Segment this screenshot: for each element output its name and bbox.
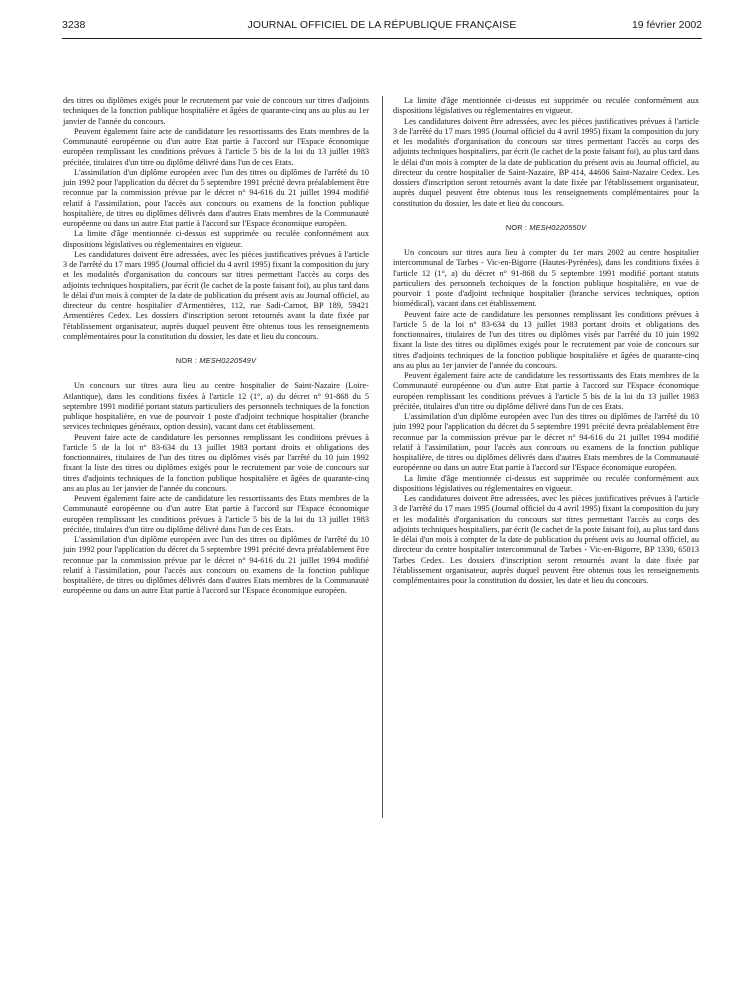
paragraph: Un concours sur titres aura lieu au centre hospitalier de Saint-Nazaire (Loire-Atlantique), dans les conditions fixées à l'article 12 (1°, a) du décret n° 91-868 du 5 septembre 1991 modifié portant statuts particuliers des personnels techniques de la fonction publique hospitalière, en vue de pourvoir 1 poste d'adjoint technique hospitalier (branche services techniques généraux, option dessin), vacant dans cet établissement. — [63, 381, 369, 432]
paragraph: Les candidatures doivent être adressées, avec les pièces justificatives prévues à l'article 3 de l'arrêté du 17 mars 1995 (Journal officiel du 4 avril 1995) fixant la composition du jury et les modalités d'organisation du concours sur titres permettant l'accès au corps des adjoints techniques hospitaliers, par écrit (le cachet de la poste faisant foi), au plus tard dans le délai d'un mois à compter de la date de publication du présent avis au Journal officiel, au directeur du centre hospitalier intercommunal de Tarbes - Vic-en-Bigorre, BP 1330, 65013 Tarbes Cedex. Les dossiers d'inscription seront retournés avant la date fixée par l'établissement organisateur, auprès duquel peuvent être obtenus tous les renseignements complémentaires pour la constitution du dossier, les date et lieu du concours. — [393, 494, 699, 585]
paragraph: Peuvent également faire acte de candidature les ressortissants des Etats membres de la Communauté européenne ou d'un autre Etat partie à l'accord sur l'Espace économique européen remplissant les conditions prévues à l'article 5 bis de la loi du 13 juillet 1983 précitée, titulaires d'un titre ou diplôme délivré dans l'un de ces Etats. — [63, 494, 369, 534]
paragraph: L'assimilation d'un diplôme européen avec l'un des titres ou diplômes de l'arrêté du 10 juin 1992 pour l'application du décret du 5 septembre 1991 précité devra préalablement être reconnue par la commission prévue par le décret n° 94-616 du 21 juillet 1994 modifié relatif à l'assimilation, pour l'accès aux concours ou examens de la fonction publique hospitalière, de titres ou diplômes délivrés dans d'autres Etats membres de la Communauté européenne ou dans un autre Etat partie à l'accord sur l'Espace économique européen. — [63, 167, 369, 228]
nor-code: MESH0220550V — [529, 222, 587, 232]
paragraph: Les candidatures doivent être adressées, avec les pièces justificatives prévues à l'article 3 de l'arrêté du 17 mars 1995 (Journal officiel du 4 avril 1995) fixant la composition du jury et les modalités d'organisation du concours sur titres permettant l'accès au corps des adjoints techniques hospitaliers, par écrit (le cachet de la poste faisant foi), au plus tard dans le délai d'un mois à compter de la date de publication du présent avis au Journal officiel, au directeur du centre hospitalier d'Armentières, 112, rue Sadi-Carnot, BP 189, 59421 Armentières Cedex. Les dossiers d'inscription seront retournés avant la date fixée par l'établissement organisateur, auprès duquel peuvent être obtenus tous les renseignements complémentaires pour la constitution du dossier, les date et lieu du concours. — [63, 249, 369, 341]
nor-label: NOR : — [505, 222, 528, 232]
left-column — [63, 96, 369, 597]
page-header — [62, 19, 702, 35]
paragraph: Peuvent également faire acte de candidature les ressortissants des Etats membres de la Communauté européenne ou d'un autre Etat partie à l'accord sur l'Espace économique européen remplissant les conditions prévues à l'article 5 bis de la loi du 13 juillet 1983 précitée, titulaires d'un titre ou diplôme délivré dans l'un de ces Etats. — [63, 126, 369, 167]
right-column — [393, 96, 699, 586]
issue-date: 19 février 2002 — [631, 19, 702, 31]
paragraph: La limite d'âge mentionnée ci-dessus est supprimée ou reculée conformément aux dispositions législatives ou réglementaires en vigueur. — [63, 229, 369, 249]
paragraph: des titres ou diplômes exigés pour le recrutement par voie de concours sur titres d'adjoints techniques de la fonction publique hospitalière et âgées de quarante-cinq ans au plus au 1er janvier de l'année du concours. — [63, 96, 369, 126]
paragraph: Peuvent également faire acte de candidature les ressortissants des Etats membres de la Communauté européenne ou d'un autre Etat partie à l'accord sur l'Espace économique européen remplissant les conditions prévues à l'article 5 bis de la loi du 13 juillet 1983 précitée, titulaires d'un titre ou diplôme délivré dans l'un de ces Etats. — [393, 371, 699, 411]
journal-title: JOURNAL OFFICIEL DE LA RÉPUBLIQUE FRANÇAISE — [247, 19, 517, 31]
paragraph: L'assimilation d'un diplôme européen avec l'un des titres ou diplômes de l'arrêté du 10 juin 1992 pour l'application du décret du 5 septembre 1991 précité devra préalablement être reconnue par la commission prévue par le décret n° 94-616 du 21 juillet 1994 modifié relatif à l'assimilation, pour l'accès aux concours ou examens de la fonction publique hospitalière, de titres ou diplômes délivrés dans d'autres Etats membres de la Communauté européenne ou dans un autre Etat partie à l'accord sur l'Espace économique européen. — [63, 535, 369, 596]
column-divider — [382, 96, 383, 818]
paragraph: Un concours sur titres aura lieu à compter du 1er mars 2002 au centre hospitalier intercommunal de Tarbes - Vic-en-Bigorre (Hautes-Pyrénées), dans les conditions fixées à l'article 12 (1°, a) du décret n° 91-868 du 5 septembre 1991 modifié portant statuts particuliers des personnels techniques de la fonction publique hospitalière, en vue de pourvoir 1 poste d'adjoint technique hospitalier (branche services techniques, option biomédical), vacant dans cet établissement. — [393, 248, 699, 309]
page-number: 3238 — [62, 19, 86, 31]
paragraph: Les candidatures doivent être adressées, avec les pièces justificatives prévues à l'article 3 de l'arrêté du 17 mars 1995 (Journal officiel du 4 avril 1995) fixant la composition du jury et les modalités d'organisation du concours sur titres permettant l'accès au corps des adjoints techniques hospitaliers, par écrit (le cachet de la poste faisant foi), au plus tard dans le délai d'un mois à compter de la date de publication du présent avis au Journal officiel, au directeur du centre hospitalier de Saint-Nazaire, BP 414, 44606 Saint-Nazaire Cedex. Les dossiers d'inscription seront retournés avant la date fixée par l'établissement organisateur, auprès duquel peuvent être obtenus tous les renseignements complémentaires pour la constitution du dossier, les date et lieu du concours. — [393, 116, 699, 208]
nor-label: NOR : — [175, 356, 198, 365]
paragraph: Peuvent faire acte de candidature les personnes remplissant les conditions prévues à l'article 5 de la loi n° 83-634 du 13 juillet 1983 portant droits et obligations des fonctionnaires, titulaires de l'un des titres ou diplômes visés par l'arrêté du 10 juin 1992 fixant la liste des titres ou diplômes exigés pour le recrutement par voie de concours sur titres d'adjoints techniques de la fonction publique hospitalière et âgées de quarante-cinq ans au plus au 1er janvier de l'année du concours. — [393, 309, 699, 370]
paragraph: L'assimilation d'un diplôme européen avec l'un des titres ou diplômes de l'arrêté du 10 juin 1992 pour l'application du décret du 5 septembre 1991 précité devra préalablement être reconnue par la commission prévue par le décret n° 94-616 du 21 juillet 1994 modifié relatif à l'assimilation, pour l'accès aux concours ou examens de la fonction publique hospitalière, de titres ou diplômes délivrés dans d'autres Etats membres de la Communauté européenne ou dans un autre Etat partie à l'accord sur l'Espace économique européen. — [393, 412, 699, 473]
paragraph: Peuvent faire acte de candidature les personnes remplissant les conditions prévues à l'article 5 de la loi n° 83-634 du 13 juillet 1983 portant droits et obligations des fonctionnaires, titulaires de l'un des titres ou diplômes visés par l'arrêté du 10 juin 1992 fixant la liste des titres ou diplômes exigés pour le recrutement par voie de concours sur titres d'adjoints techniques de la fonction publique hospitalière et âgées de quarante-cinq ans au plus au 1er janvier de l'année du concours. — [63, 432, 369, 493]
nor-reference — [393, 223, 699, 233]
header-rule — [62, 38, 702, 39]
nor-reference — [63, 356, 369, 366]
paragraph: La limite d'âge mentionnée ci-dessus est supprimée ou reculée conformément aux dispositions législatives ou réglementaires en vigueur. — [393, 473, 699, 493]
paragraph: La limite d'âge mentionnée ci-dessus est supprimée ou reculée conformément aux dispositions législatives ou réglementaires en vigueur. — [393, 96, 699, 116]
nor-code: MESH0220549V — [199, 356, 257, 365]
